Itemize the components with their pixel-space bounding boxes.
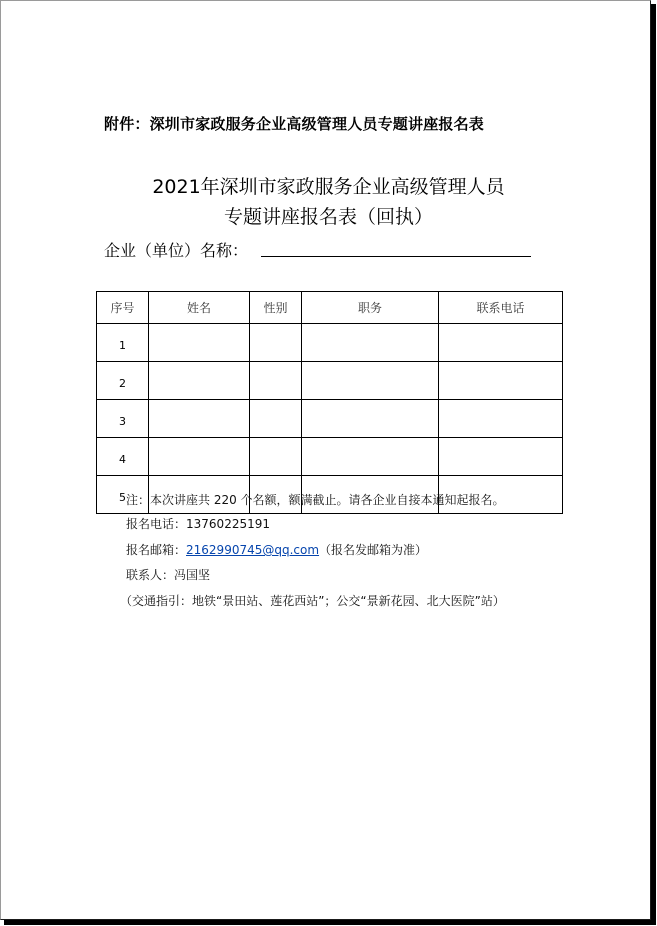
phone-cell[interactable]	[439, 362, 563, 400]
table-row	[97, 438, 563, 476]
row-number: 1	[97, 324, 149, 362]
header-gender: 性别	[250, 292, 302, 324]
phone-line	[126, 515, 270, 532]
row-number: 2	[97, 362, 149, 400]
position-cell[interactable]	[302, 362, 439, 400]
form-title-line1: 2021年深圳市家政服务企业高级管理人员	[152, 176, 505, 198]
header-no: 序号	[97, 292, 149, 324]
email-link[interactable]: 2162990745@qq.com	[186, 543, 320, 557]
company-name-label: 企业（单位）名称：	[104, 241, 249, 260]
row-number: 3	[97, 400, 149, 438]
phone-cell[interactable]	[439, 438, 563, 476]
email-line	[126, 541, 427, 558]
gender-cell[interactable]	[250, 438, 302, 476]
gender-cell[interactable]	[250, 324, 302, 362]
phone-label: 报名电话：	[126, 517, 187, 531]
phone-cell[interactable]	[439, 400, 563, 438]
email-label: 报名邮箱：	[126, 543, 187, 557]
attachment-title: 附件：深圳市家政服务企业高级管理人员专题讲座报名表	[104, 115, 485, 133]
position-cell[interactable]	[302, 438, 439, 476]
header-name: 姓名	[149, 292, 250, 324]
phone-cell[interactable]	[439, 324, 563, 362]
registration-table	[96, 291, 563, 514]
name-cell[interactable]	[149, 362, 250, 400]
name-cell[interactable]	[149, 324, 250, 362]
gender-cell[interactable]	[250, 362, 302, 400]
table-header-row	[97, 292, 563, 324]
form-title-line2: 专题讲座报名表（回执）	[223, 206, 433, 228]
gender-cell[interactable]	[250, 400, 302, 438]
table-row	[97, 362, 563, 400]
email-suffix: （报名发邮箱为准）	[319, 543, 428, 557]
position-cell[interactable]	[302, 400, 439, 438]
table-row	[97, 400, 563, 438]
row-number: 4	[97, 438, 149, 476]
quota-note: 注：本次讲座共 220 个名额，额满截止。请各企业自接本通知起报名。	[126, 493, 505, 507]
phone-value: 13760225191	[186, 517, 270, 531]
contact-person: 联系人：冯国坚	[126, 568, 211, 582]
position-cell[interactable]	[302, 324, 439, 362]
company-name-field[interactable]	[261, 256, 531, 257]
row-number: 5	[97, 476, 149, 514]
header-position: 职务	[302, 292, 439, 324]
name-cell[interactable]	[149, 438, 250, 476]
page-shadow-bottom	[4, 920, 656, 925]
header-phone: 联系电话	[439, 292, 563, 324]
table-row	[97, 324, 563, 362]
name-cell[interactable]	[149, 400, 250, 438]
traffic-guide: （交通指引：地铁“景田站、莲花西站”；公交“景新花园、北大医院”站）	[120, 594, 505, 608]
page-shadow-right	[651, 4, 656, 925]
